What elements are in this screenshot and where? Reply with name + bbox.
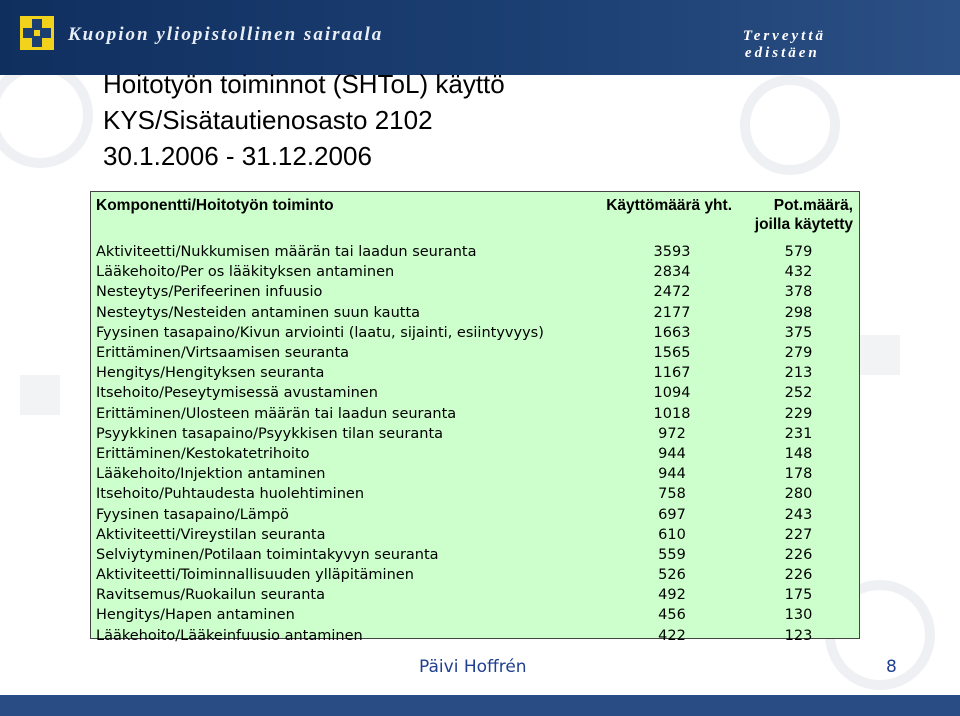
table-row (91, 404, 859, 424)
cell-patient-count: 123 (784, 627, 813, 644)
table-row (91, 525, 859, 545)
cell-component: Erittäminen/Virtsaamisen seuranta (96, 345, 350, 362)
cell-component: Hengitys/Hapen antaminen (96, 607, 295, 624)
table-row (91, 303, 859, 323)
cell-total-usage: 456 (658, 607, 686, 624)
cell-patient-count: 229 (784, 405, 813, 422)
cell-total-usage: 2472 (653, 284, 691, 301)
table-row (91, 363, 859, 383)
cell-total-usage: 610 (658, 526, 686, 543)
cell-component: Fyysinen tasapaino/Lämpö (96, 506, 289, 523)
brand-line-1: Terveyttä (742, 28, 826, 44)
title-line-1: Hoitotyön toiminnot (SHToL) käyttö (103, 69, 505, 99)
cell-patient-count: 227 (784, 526, 813, 543)
cell-patient-count: 579 (784, 244, 813, 261)
header-banner (0, 0, 960, 75)
cell-total-usage: 1167 (653, 365, 691, 382)
title-line-3: 30.1.2006 - 31.12.2006 (103, 141, 372, 171)
cell-component: Aktiviteetti/Nukkumisen määrän tai laadun seuranta (96, 244, 477, 261)
cell-patient-count: 279 (784, 345, 813, 362)
cell-patient-count: 148 (784, 445, 813, 462)
table-row (91, 545, 859, 565)
footer-bar (0, 695, 960, 716)
page-number: 8 (886, 657, 897, 677)
table-row (91, 323, 859, 343)
cell-component: Itsehoito/Puhtaudesta huolehtiminen (96, 486, 365, 503)
table-row (91, 262, 859, 282)
cell-total-usage: 492 (658, 587, 686, 604)
cell-total-usage: 526 (658, 567, 686, 584)
column-header-total-usage: Käyttömäärä yht. (606, 197, 732, 214)
cell-patient-count: 432 (784, 264, 813, 281)
cell-patient-count: 243 (784, 506, 813, 523)
table-row (91, 383, 859, 403)
cell-patient-count: 213 (784, 365, 813, 382)
usage-table (91, 192, 859, 646)
cell-total-usage: 1094 (653, 385, 691, 402)
cell-total-usage: 1018 (653, 405, 691, 422)
cell-component: Hengitys/Hengityksen seuranta (96, 365, 325, 382)
table-row (91, 464, 859, 484)
column-header-component: Komponentti/Hoitotyön toiminto (96, 197, 334, 214)
title-line-2: KYS/Sisätautienosasto 2102 (103, 105, 433, 135)
cell-total-usage: 1663 (653, 324, 691, 341)
table-row (91, 444, 859, 464)
table-row (91, 504, 859, 524)
cell-component: Nesteytys/Perifeerinen infuusio (96, 284, 323, 301)
column-header-patient-count: Pot.määrä, joilla käytetty (754, 197, 853, 233)
table-row (91, 585, 859, 605)
table-header-row (91, 192, 859, 242)
cell-patient-count: 298 (784, 304, 813, 321)
table-row (91, 626, 859, 646)
usage-table-container (90, 191, 860, 644)
table-row (91, 424, 859, 444)
cell-total-usage: 2177 (653, 304, 691, 321)
cell-component: Psyykkinen tasapaino/Psyykkisen tilan seuranta (96, 425, 444, 442)
cell-patient-count: 280 (784, 486, 813, 503)
hospital-logo-icon (20, 16, 54, 50)
cell-total-usage: 944 (658, 445, 686, 462)
cell-component: Lääkehoito/Per os lääkityksen antaminen (96, 264, 395, 281)
cell-component: Erittäminen/Kestokatetrihoito (96, 445, 310, 462)
cell-component: Lääkehoito/Lääkeinfuusio antaminen (96, 627, 363, 644)
cell-total-usage: 3593 (653, 244, 691, 261)
cell-component: Nesteytys/Nesteiden antaminen suun kautta (96, 304, 421, 321)
cell-patient-count: 226 (784, 546, 813, 563)
cell-total-usage: 972 (658, 425, 686, 442)
table-row (91, 242, 859, 262)
brand-slogan (743, 28, 826, 62)
table-row (91, 343, 859, 363)
brand-line-2: edistäen (744, 45, 820, 61)
page-title (103, 66, 505, 174)
cell-patient-count: 226 (784, 567, 813, 584)
cell-component: Ravitsemus/Ruokailun seuranta (96, 587, 325, 604)
cell-total-usage: 944 (658, 466, 686, 483)
table-body (91, 242, 859, 646)
table-row (91, 484, 859, 504)
footer-author: Päivi Hoffrén (419, 657, 527, 677)
cell-patient-count: 375 (784, 324, 813, 341)
cell-total-usage: 422 (658, 627, 686, 644)
cell-patient-count: 378 (784, 284, 813, 301)
cell-total-usage: 559 (658, 546, 686, 563)
cell-component: Aktiviteetti/Toiminnallisuuden ylläpitäminen (96, 567, 414, 584)
cell-total-usage: 2834 (653, 264, 691, 281)
table-row (91, 565, 859, 585)
cell-total-usage: 1565 (653, 345, 691, 362)
cell-total-usage: 758 (658, 486, 686, 503)
cell-patient-count: 178 (784, 466, 813, 483)
cell-component: Lääkehoito/Injektion antaminen (96, 466, 326, 483)
cell-patient-count: 252 (784, 385, 813, 402)
cell-total-usage: 697 (658, 506, 686, 523)
table-row (91, 605, 859, 625)
cell-component: Selviytyminen/Potilaan toimintakyvyn seuranta (96, 546, 439, 563)
cell-patient-count: 231 (784, 425, 813, 442)
organization-name: Kuopion yliopistollinen sairaala (68, 24, 384, 45)
cell-component: Fyysinen tasapaino/Kivun arviointi (laatu, sijainti, esiintyvyys) (96, 324, 544, 341)
table-row (91, 282, 859, 302)
cell-component: Erittäminen/Ulosteen määrän tai laadun seuranta (96, 405, 457, 422)
cell-patient-count: 130 (784, 607, 813, 624)
cell-patient-count: 175 (784, 587, 813, 604)
cell-component: Aktiviteetti/Vireystilan seuranta (96, 526, 326, 543)
cell-component: Itsehoito/Peseytymisessä avustaminen (96, 385, 378, 402)
